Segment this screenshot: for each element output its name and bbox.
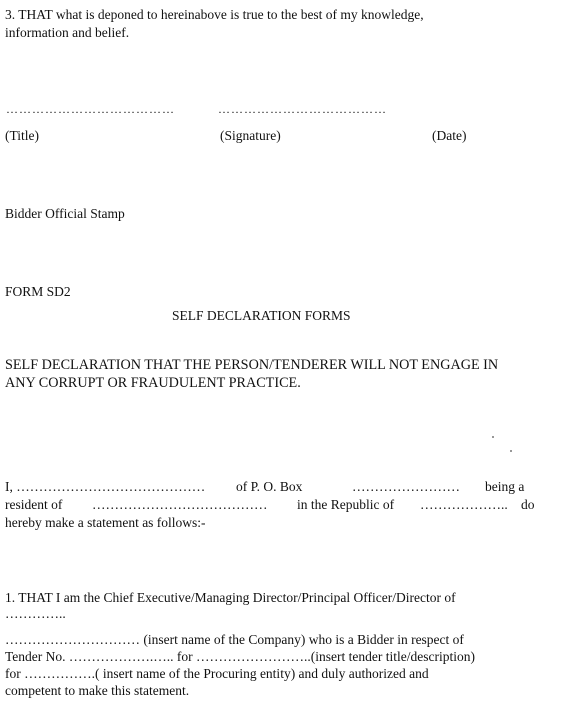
statement-republic-of: in the Republic of xyxy=(297,497,395,512)
para1-line1: 1. THAT I am the Chief Executive/Managing Director/Principal Officer/Director of xyxy=(5,590,456,605)
para3-line1: 3. THAT what is deponed to hereinabove is true to the best of my knowledge, xyxy=(5,7,424,22)
title-label: (Title) xyxy=(5,128,40,143)
statement-po-box-dots: …………………… xyxy=(352,479,460,494)
statement-being-a: being a xyxy=(485,479,525,494)
form-title: SELF DECLARATION FORMS xyxy=(172,308,351,323)
para1-line4: Tender No. ……………….….. for ……………………..(insert tender title/description) xyxy=(5,649,475,664)
scan-speck xyxy=(510,450,512,452)
statement-republic-dots: ……………….. xyxy=(420,497,508,512)
scan-speck xyxy=(492,436,494,438)
para1-line6: competent to make this statement. xyxy=(5,683,190,698)
para1-line3: ………………………… (insert name of the Company) who is a Bidder in respect of xyxy=(5,632,464,647)
title-dotted-line: ………………………………… xyxy=(6,102,175,116)
statement-i: I, …………………………………… xyxy=(5,479,206,494)
para3-line2: information and belief. xyxy=(5,25,130,40)
declaration-heading-line1: SELF DECLARATION THAT THE PERSON/TENDERER WILL NOT ENGAGE IN xyxy=(5,357,499,373)
signature-dotted-line: ………………………………… xyxy=(218,102,387,116)
para1-line5: for …………….( insert name of the Procuring entity) and duly authorized and xyxy=(5,666,429,681)
bidder-stamp-label: Bidder Official Stamp xyxy=(5,206,125,221)
date-label: (Date) xyxy=(432,128,467,143)
signature-label: (Signature) xyxy=(220,128,281,143)
declaration-heading-line2: ANY CORRUPT OR FRAUDULENT PRACTICE. xyxy=(5,375,301,391)
statement-resident-dots: ………………………………… xyxy=(92,497,268,512)
statement-resident-of: resident of xyxy=(5,497,63,512)
statement-po-box-label: of P. O. Box xyxy=(236,479,303,494)
statement-line3: hereby make a statement as follows:- xyxy=(5,515,206,530)
para1-line2: ………….. xyxy=(5,606,66,621)
statement-do: do xyxy=(521,497,535,512)
form-code: FORM SD2 xyxy=(5,284,71,299)
